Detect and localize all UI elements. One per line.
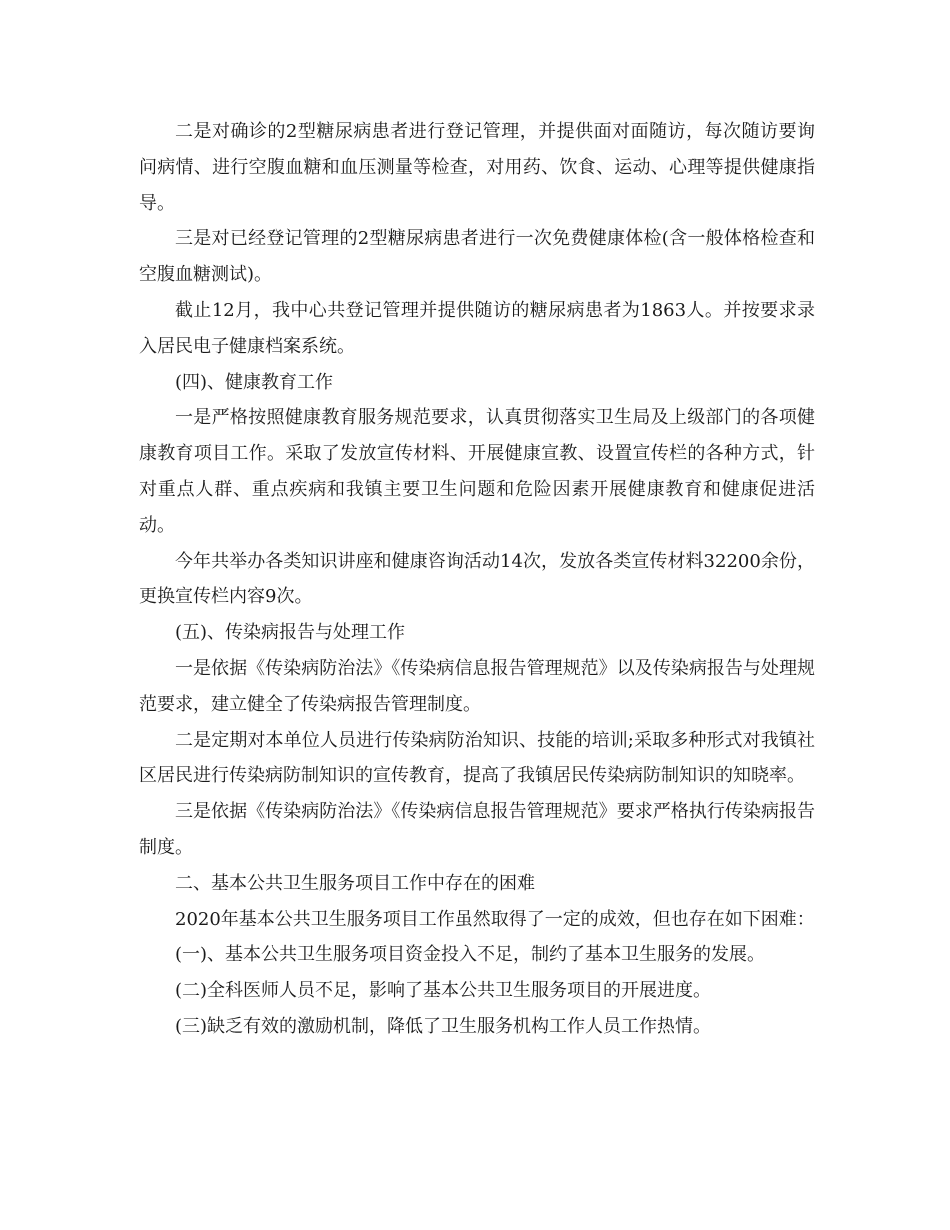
paragraph-diabetes-checkup: 三是对已经登记管理的2型糖尿病患者进行一次免费健康体检(含一般体格检查和空腹血糖测试)。 (139, 228, 815, 286)
paragraph-diabetes-management: 二是对确诊的2型糖尿病患者进行登记管理，并提供面对面随访，每次随访要询问病情、进行空腹血糖和血压测量等检查，对用药、饮食、运动、心理等提供健康指导。 (139, 121, 815, 214)
section-heading-infectious-disease: (五)、传染病报告与处理工作 (175, 622, 406, 644)
paragraph-infectious-disease-training: 二是定期对本单位人员进行传染病防治知识、技能的培训;采取多种形式对我镇社区居民进行传染病防制知识的宣传教育，提高了我镇居民传染病防制知识的知晓率。 (139, 729, 815, 787)
paragraph-difficulty-funding: (一)、基本公共卫生服务项目资金投入不足，制约了基本卫生服务的发展。 (175, 944, 766, 966)
paragraph-difficulties-intro: 2020年基本公共卫生服务项目工作虽然取得了一定的成效，但也存在如下困难： (175, 908, 815, 930)
section-heading-health-education: (四)、健康教育工作 (175, 371, 334, 393)
paragraph-difficulty-incentives: (三)缺乏有效的激励机制，降低了卫生服务机构工作人员工作热情。 (175, 1015, 712, 1037)
paragraph-health-education-work: 一是严格按照健康教育服务规范要求，认真贯彻落实卫生局及上级部门的各项健康教育项目工作。采取了发放宣传材料、开展健康宣教、设置宣传栏的各种方式，针对重点人群、重点疾病和我镇主要卫生问题和危险因素开展健康教育和健康促进活动。 (139, 407, 815, 536)
paragraph-diabetes-statistics: 截止12月，我中心共登记管理并提供随访的糖尿病患者为1863人。并按要求录入居民电子健康档案系统。 (139, 299, 815, 357)
paragraph-infectious-disease-system: 一是依据《传染病防治法》《传染病信息报告管理规范》以及传染病报告与处理规范要求，建立健全了传染病报告管理制度。 (139, 657, 815, 715)
paragraph-infectious-disease-reporting: 三是依据《传染病防治法》《传染病信息报告管理规范》要求严格执行传染病报告制度。 (139, 801, 815, 858)
section-heading-difficulties: 二、基本公共卫生服务项目工作中存在的困难 (175, 872, 535, 894)
paragraph-health-education-statistics: 今年共举办各类知识讲座和健康咨询活动14次，发放各类宣传材料32200余份，更换宣传栏内容9次。 (139, 550, 815, 608)
paragraph-difficulty-staffing: (二)全科医师人员不足，影响了基本公共卫生服务项目的开展进度。 (175, 980, 712, 1002)
document-body (139, 114, 815, 1045)
